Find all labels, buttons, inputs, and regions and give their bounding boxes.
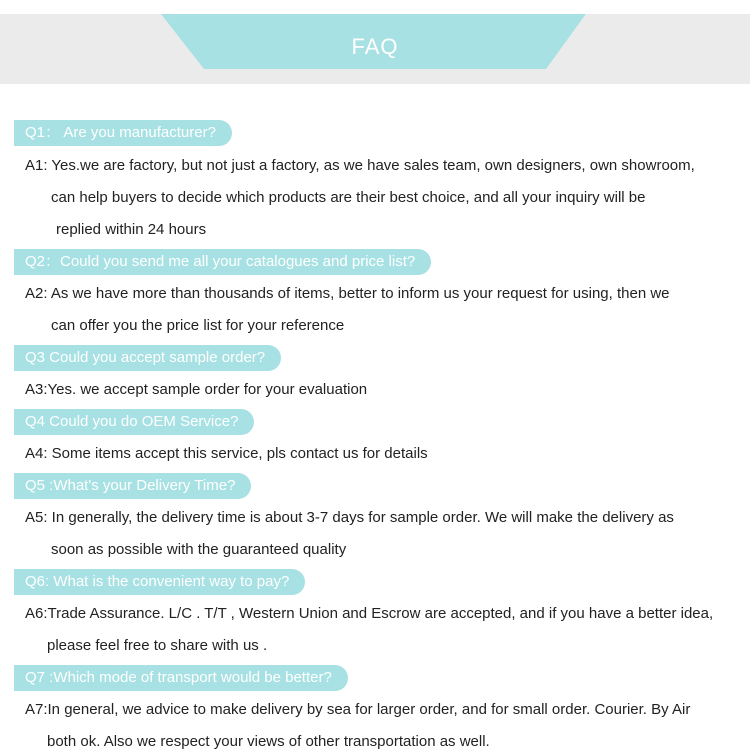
faq-header-band: [0, 14, 750, 84]
faq-answer-7-line-1: A7:In general, we advice to make delivery by sea for larger order, and for small order. Courier. By Air: [25, 701, 691, 718]
faq-question-5: Q5 :What's your Delivery Time?: [14, 473, 251, 499]
faq-answer-2-line-1: A2: As we have more than thousands of items, better to inform us your request for using, then we: [25, 285, 670, 302]
faq-question-6: Q6: What is the convenient way to pay?: [14, 569, 305, 595]
faq-answer-1-line-3: replied within 24 hours: [56, 221, 207, 238]
faq-answer-5-line-2: soon as possible with the guaranteed quality: [51, 541, 347, 558]
faq-answer-1-line-2: can help buyers to decide which products are their best choice, and all your inquiry will be: [51, 189, 646, 206]
faq-question-1: Q1： Are you manufacturer?: [14, 120, 232, 146]
faq-answer-4-line-1: A4: Some items accept this service, pls contact us for details: [25, 445, 428, 462]
faq-answer-3-line-1: A3:Yes. we accept sample order for your evaluation: [25, 381, 368, 398]
faq-answer-5-line-1: A5: In generally, the delivery time is about 3-7 days for sample order. We will make the delivery as: [25, 509, 674, 526]
faq-question-4: Q4 Could you do OEM Service?: [14, 409, 254, 435]
page-title: FAQ: [351, 34, 399, 59]
faq-answer-6-line-1: A6:Trade Assurance. L/C . T/T , Western Union and Escrow are accepted, and if you have a better idea,: [25, 605, 714, 622]
faq-answer-1-line-1: A1: Yes.we are factory, but not just a factory, as we have sales team, own designers, own showroom,: [25, 157, 695, 174]
faq-question-2: Q2：Could you send me all your catalogues and price list?: [14, 249, 431, 275]
faq-question-3: Q3 Could you accept sample order?: [14, 345, 281, 371]
faq-question-7: Q7 :Which mode of transport would be better?: [14, 665, 348, 691]
faq-answer-7-line-2: both ok. Also we respect your views of other transportation as well.: [47, 733, 490, 750]
faq-answer-2-line-2: can offer you the price list for your reference: [51, 317, 345, 334]
faq-answer-6-line-2: please feel free to share with us .: [47, 637, 268, 654]
